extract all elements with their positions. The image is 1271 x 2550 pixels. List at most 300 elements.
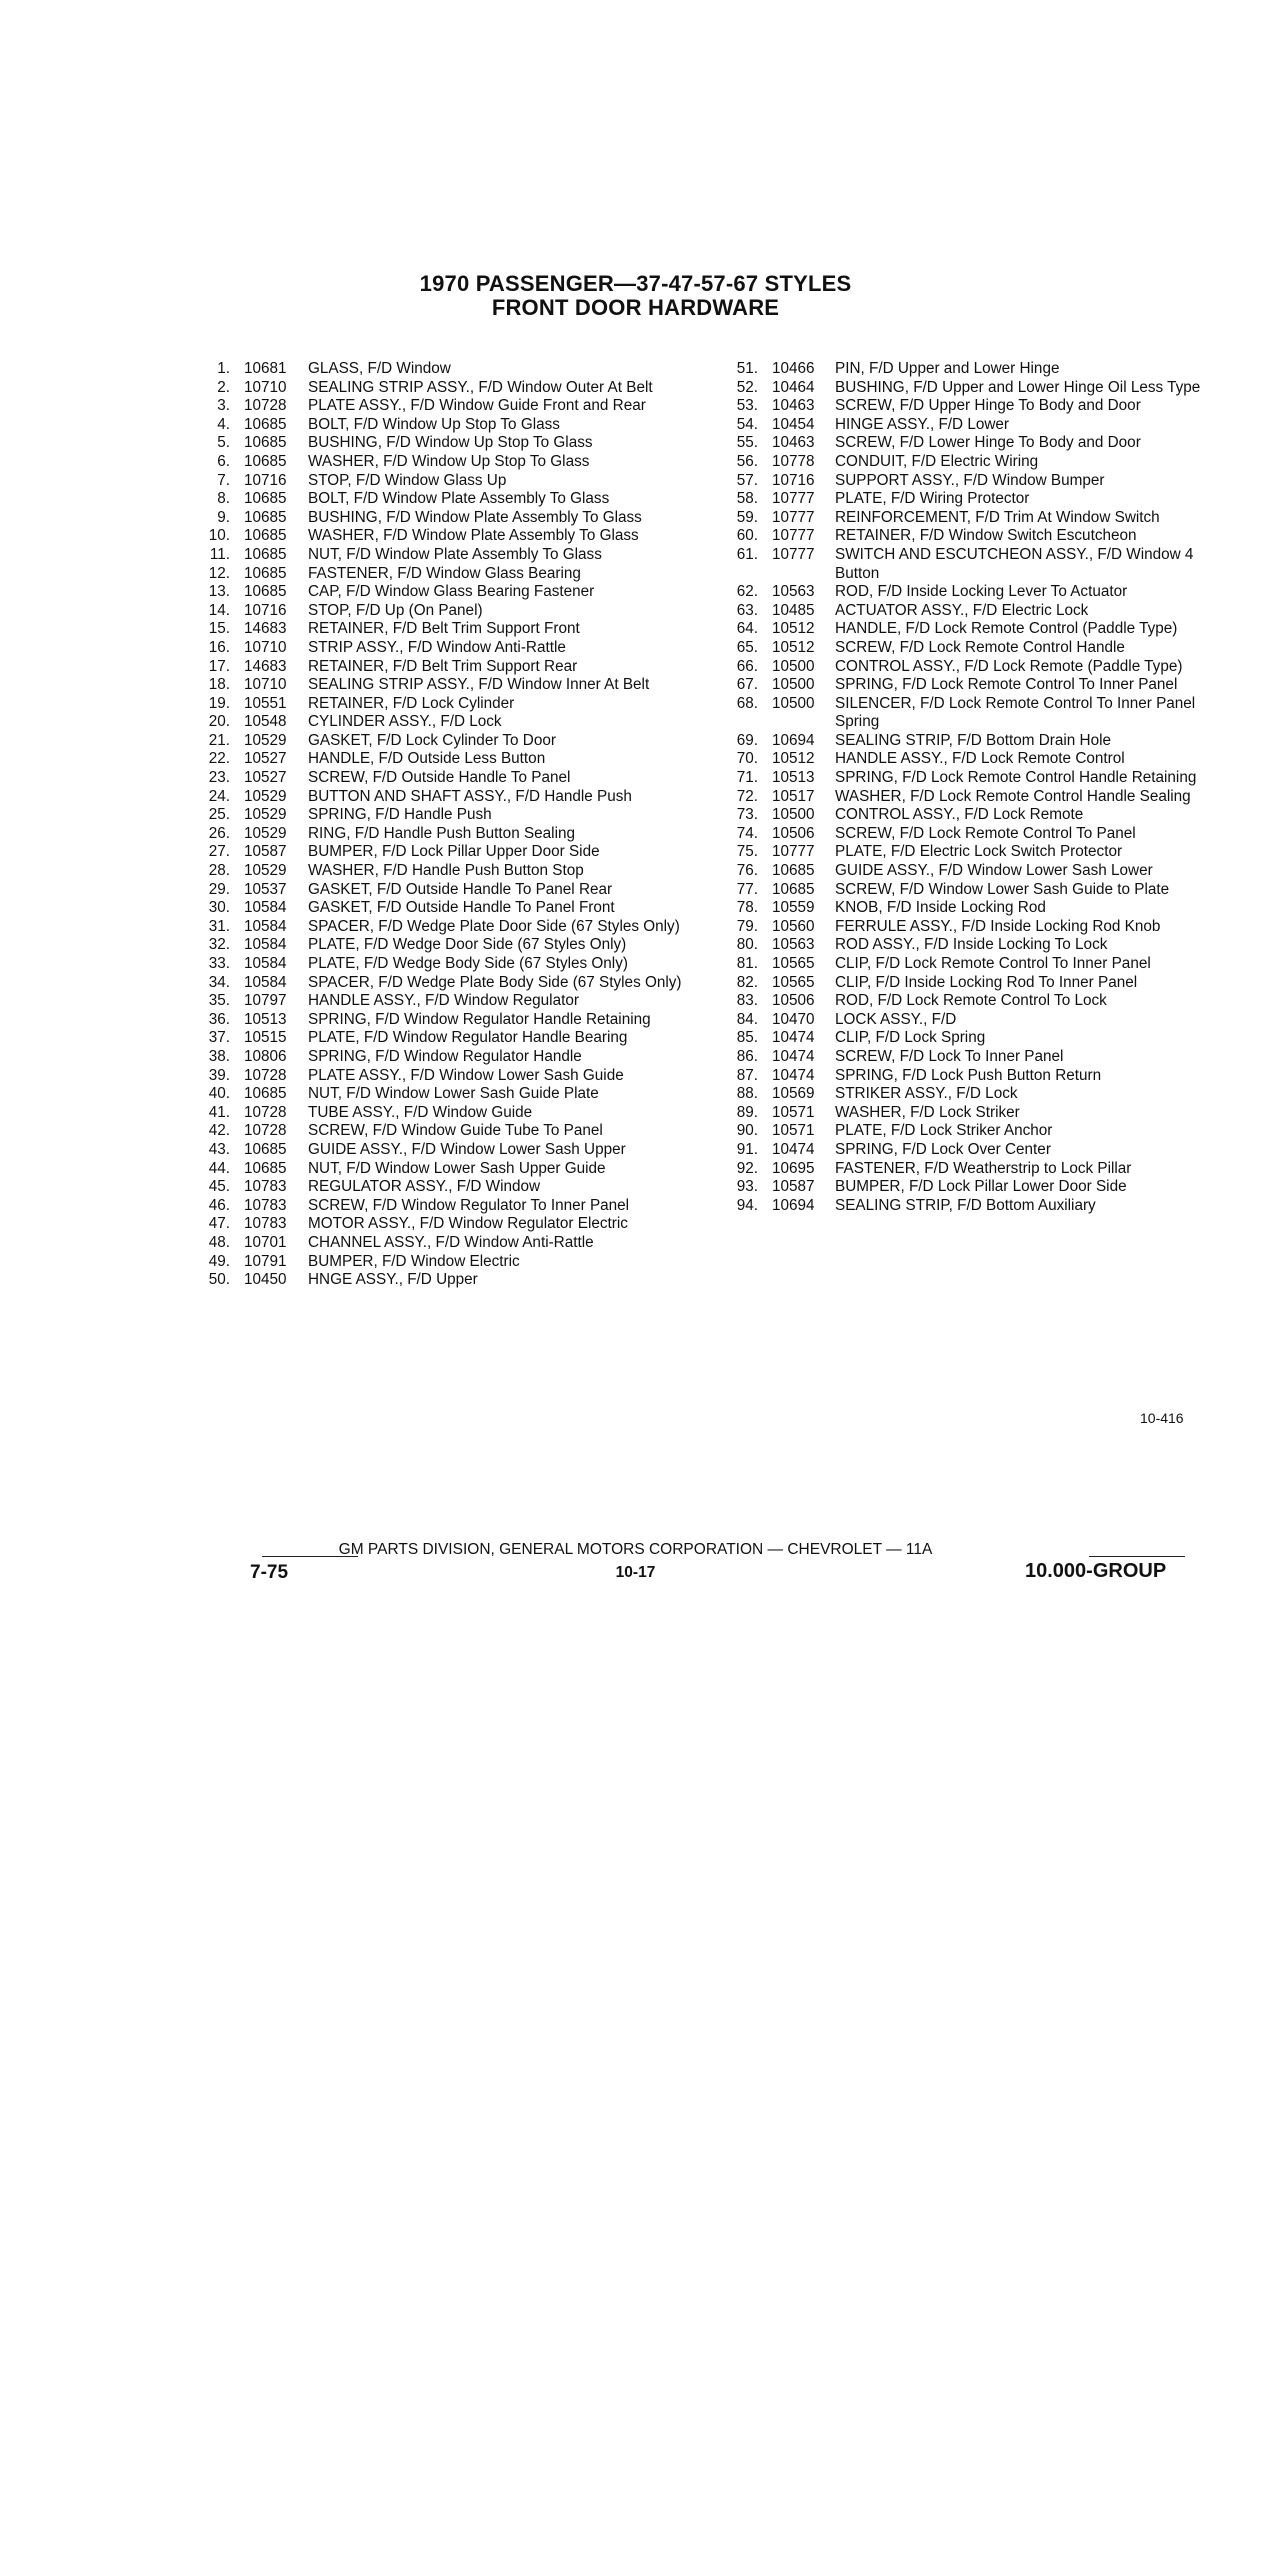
item-number: 69. <box>736 731 758 749</box>
item-description: PLATE, F/D Electric Lock Switch Protector <box>835 843 1123 861</box>
item-number: 34. <box>208 973 230 991</box>
item-number: 44. <box>208 1159 230 1177</box>
group-number: 14683 <box>244 657 287 675</box>
item-number: 38. <box>208 1047 230 1065</box>
list-item <box>728 769 1224 788</box>
list-item <box>728 918 1224 937</box>
list-item <box>196 1197 696 1216</box>
item-description: CONTROL ASSY., F/D Lock Remote (Paddle Type) <box>835 657 1183 675</box>
list-item <box>196 620 696 639</box>
list-item <box>728 750 1224 769</box>
item-description: WASHER, F/D Lock Striker <box>835 1103 1020 1121</box>
list-item <box>196 1104 696 1123</box>
group-number: 10548 <box>244 713 287 731</box>
item-description: HANDLE, F/D Lock Remote Control (Paddle Type) <box>835 620 1178 638</box>
group-number: 10716 <box>772 471 815 489</box>
group-number: 10474 <box>772 1140 815 1158</box>
list-item <box>728 397 1224 416</box>
item-description: CLIP, F/D Inside Locking Rod To Inner Panel <box>835 973 1138 991</box>
list-item <box>196 695 696 714</box>
group-number: 10685 <box>772 862 815 880</box>
item-description: REINFORCEMENT, F/D Trim At Window Switch <box>835 508 1160 526</box>
group-number: 10463 <box>772 397 815 415</box>
item-number: 80. <box>736 936 758 954</box>
group-number: 10685 <box>244 583 287 601</box>
item-description: REGULATOR ASSY., F/D Window <box>308 1178 541 1196</box>
item-number: 89. <box>736 1103 758 1121</box>
illustration-reference: 10-416 <box>1140 1410 1184 1426</box>
footer-page-number: 10-17 <box>615 1564 656 1581</box>
item-description: GLASS, F/D Window <box>308 360 451 377</box>
item-description: BOLT, F/D Window Up Stop To Glass <box>308 415 560 433</box>
list-item <box>728 1067 1224 1086</box>
list-item <box>728 825 1224 844</box>
list-item <box>196 397 696 416</box>
item-description: STOP, F/D Up (On Panel) <box>308 601 483 619</box>
list-item <box>196 546 696 565</box>
item-description: CONTROL ASSY., F/D Lock Remote <box>835 806 1084 824</box>
group-number: 10559 <box>772 899 815 917</box>
group-number: 10450 <box>244 1271 287 1289</box>
list-item <box>728 843 1224 862</box>
list-item <box>196 825 696 844</box>
list-item <box>196 1141 696 1160</box>
item-number: 6. <box>217 452 230 470</box>
item-number: 67. <box>736 676 758 694</box>
group-number: 10777 <box>772 508 815 526</box>
group-number: 10512 <box>772 750 815 768</box>
item-description: SPRING, F/D Lock Push Button Return <box>835 1066 1102 1084</box>
item-description: HNGE ASSY., F/D Upper <box>308 1271 478 1289</box>
item-number: 16. <box>208 638 230 656</box>
item-description: SWITCH AND ESCUTCHEON ASSY., F/D Window 4 Button <box>835 545 1194 582</box>
item-number: 72. <box>736 787 758 805</box>
list-item <box>196 1234 696 1253</box>
group-number: 10563 <box>772 583 815 601</box>
list-item <box>196 899 696 918</box>
list-item <box>196 769 696 788</box>
group-number: 10513 <box>244 1010 287 1028</box>
item-number: 8. <box>217 490 230 508</box>
item-description: CYLINDER ASSY., F/D Lock <box>308 713 502 731</box>
group-number: 10695 <box>772 1159 815 1177</box>
item-number: 10. <box>208 527 230 545</box>
item-description: WASHER, F/D Window Up Stop To Glass <box>308 452 590 470</box>
list-item <box>728 1048 1224 1067</box>
list-item <box>196 788 696 807</box>
footer-publisher: GM PARTS DIVISION, GENERAL MOTORS CORPORATION — CHEVROLET — 11A <box>338 1541 933 1558</box>
item-description: SCREW, F/D Window Regulator To Inner Panel <box>308 1196 630 1214</box>
list-item <box>196 583 696 602</box>
group-number: 10791 <box>244 1252 287 1270</box>
item-number: 52. <box>736 378 758 396</box>
footer-group: 10.000-GROUP <box>1025 1560 1167 1582</box>
item-description: STRIKER ASSY., F/D Lock <box>835 1085 1018 1103</box>
item-number: 63. <box>736 601 758 619</box>
list-item <box>196 416 696 435</box>
list-item <box>196 639 696 658</box>
item-number: 35. <box>208 992 230 1010</box>
list-item <box>728 1197 1224 1216</box>
item-description: BUMPER, F/D Lock Pillar Lower Door Side <box>835 1178 1127 1196</box>
list-item <box>196 732 696 751</box>
list-item <box>728 360 1224 379</box>
group-number: 10474 <box>772 1029 815 1047</box>
item-description: TUBE ASSY., F/D Window Guide <box>308 1103 533 1121</box>
list-item <box>196 750 696 769</box>
list-item <box>728 1178 1224 1197</box>
item-number: 5. <box>217 434 230 452</box>
list-item <box>196 1271 696 1290</box>
list-item <box>728 1029 1224 1048</box>
item-description: HANDLE, F/D Outside Less Button <box>308 750 546 768</box>
list-item <box>728 695 1224 732</box>
item-number: 82. <box>736 973 758 991</box>
group-number: 10728 <box>244 397 287 415</box>
group-number: 10527 <box>244 769 287 787</box>
item-description: SCREW, F/D Window Guide Tube To Panel <box>308 1122 603 1140</box>
item-number: 75. <box>736 843 758 861</box>
item-number: 40. <box>208 1085 230 1103</box>
item-number: 92. <box>736 1159 758 1177</box>
item-number: 55. <box>736 434 758 452</box>
group-number: 10783 <box>244 1196 287 1214</box>
item-number: 56. <box>736 452 758 470</box>
title-line-1: 1970 PASSENGER—37-47-57-67 STYLES <box>419 271 852 296</box>
item-number: 41. <box>208 1103 230 1121</box>
list-item <box>196 918 696 937</box>
group-number: 10485 <box>772 601 815 619</box>
item-number: 42. <box>208 1122 230 1140</box>
item-number: 77. <box>736 880 758 898</box>
group-number: 10716 <box>244 601 287 619</box>
group-number: 10474 <box>772 1047 815 1065</box>
item-number: 61. <box>736 545 758 563</box>
group-number: 10571 <box>772 1122 815 1140</box>
group-number: 10506 <box>772 824 815 842</box>
group-number: 10537 <box>244 880 287 898</box>
item-number: 9. <box>217 508 230 526</box>
group-number: 10529 <box>244 806 287 824</box>
list-item <box>196 565 696 584</box>
page-title <box>0 272 1271 320</box>
item-description: BUSHING, F/D Window Plate Assembly To Glass <box>308 508 642 526</box>
item-number: 30. <box>208 899 230 917</box>
group-number: 10512 <box>772 620 815 638</box>
item-number: 48. <box>208 1233 230 1251</box>
item-description: SPRING, F/D Lock Remote Control To Inner Panel <box>835 676 1178 694</box>
item-number: 64. <box>736 620 758 638</box>
list-item <box>196 1215 696 1234</box>
group-number: 10778 <box>772 452 815 470</box>
item-description: BUMPER, F/D Lock Pillar Upper Door Side <box>308 843 600 861</box>
item-number: 91. <box>736 1140 758 1158</box>
list-item <box>196 713 696 732</box>
item-description: BUSHING, F/D Window Up Stop To Glass <box>308 434 593 452</box>
list-item <box>196 527 696 546</box>
group-number: 10685 <box>244 1140 287 1158</box>
item-number: 78. <box>736 899 758 917</box>
list-item <box>728 1104 1224 1123</box>
item-description: GASKET, F/D Outside Handle To Panel Rear <box>308 880 613 898</box>
list-item <box>728 974 1224 993</box>
item-number: 53. <box>736 397 758 415</box>
group-number: 10587 <box>244 843 287 861</box>
item-number: 17. <box>208 657 230 675</box>
item-number: 90. <box>736 1122 758 1140</box>
list-item <box>196 843 696 862</box>
item-number: 24. <box>208 787 230 805</box>
list-item <box>728 527 1224 546</box>
item-description: WASHER, F/D Lock Remote Control Handle Sealing <box>835 787 1191 805</box>
list-item <box>196 936 696 955</box>
group-number: 10685 <box>244 452 287 470</box>
list-item <box>196 862 696 881</box>
group-number: 10694 <box>772 731 815 749</box>
item-number: 68. <box>736 694 758 712</box>
item-description: SPRING, F/D Lock Over Center <box>835 1140 1051 1158</box>
list-item <box>728 583 1224 602</box>
item-description: PLATE ASSY., F/D Window Guide Front and Rear <box>308 397 646 415</box>
list-item <box>728 806 1224 825</box>
item-description: SCREW, F/D Lower Hinge To Body and Door <box>835 434 1141 452</box>
item-description: CHANNEL ASSY., F/D Window Anti-Rattle <box>308 1233 594 1251</box>
item-description: ROD, F/D Lock Remote Control To Lock <box>835 992 1107 1010</box>
item-description: SPRING, F/D Handle Push <box>308 806 492 824</box>
item-description: PLATE, F/D Wedge Door Side (67 Styles Only) <box>308 936 627 954</box>
item-description: SCREW, F/D Lock Remote Control To Panel <box>835 824 1136 842</box>
parts-list-left <box>196 360 696 1290</box>
item-number: 74. <box>736 824 758 842</box>
item-number: 50. <box>208 1271 230 1289</box>
item-description: SPRING, F/D Window Regulator Handle Retaining <box>308 1010 651 1028</box>
group-number: 10584 <box>244 917 287 935</box>
list-item <box>728 639 1224 658</box>
item-number: 28. <box>208 862 230 880</box>
list-item <box>196 881 696 900</box>
group-number: 10777 <box>772 490 815 508</box>
list-item <box>196 1011 696 1030</box>
group-number: 10529 <box>244 862 287 880</box>
footer-date: 7-75 <box>250 1562 289 1583</box>
group-number: 10569 <box>772 1085 815 1103</box>
list-item <box>196 453 696 472</box>
item-number: 27. <box>208 843 230 861</box>
title-line-2: FRONT DOOR HARDWARE <box>491 295 780 320</box>
group-number: 10701 <box>244 1233 287 1251</box>
item-description: BOLT, F/D Window Plate Assembly To Glass <box>308 490 610 508</box>
group-number: 10506 <box>772 992 815 1010</box>
group-number: 10806 <box>244 1047 287 1065</box>
list-item <box>728 1141 1224 1160</box>
list-item <box>196 1029 696 1048</box>
item-number: 21. <box>208 731 230 749</box>
list-item <box>196 1122 696 1141</box>
item-description: SILENCER, F/D Lock Remote Control To Inner Panel Spring <box>835 694 1196 731</box>
item-description: SCREW, F/D Lock To Inner Panel <box>835 1047 1064 1065</box>
list-item <box>728 788 1224 807</box>
item-number: 83. <box>736 992 758 1010</box>
group-number: 10584 <box>244 973 287 991</box>
item-description: SUPPORT ASSY., F/D Window Bumper <box>835 471 1105 489</box>
list-item <box>728 620 1224 639</box>
list-item <box>728 992 1224 1011</box>
group-number: 10474 <box>772 1066 815 1084</box>
item-description: WASHER, F/D Handle Push Button Stop <box>308 862 584 880</box>
item-number: 71. <box>736 769 758 787</box>
group-number: 10463 <box>772 434 815 452</box>
item-number: 73. <box>736 806 758 824</box>
list-item <box>728 732 1224 751</box>
item-description: CONDUIT, F/D Electric Wiring <box>835 452 1039 470</box>
item-description: GASKET, F/D Outside Handle To Panel Front <box>308 899 615 917</box>
group-number: 10560 <box>772 917 815 935</box>
list-item <box>196 1067 696 1086</box>
list-item <box>728 1085 1224 1104</box>
item-description: CLIP, F/D Lock Remote Control To Inner Panel <box>835 955 1151 972</box>
item-description: PLATE, F/D Window Regulator Handle Bearing <box>308 1029 628 1047</box>
group-number: 10584 <box>244 955 287 972</box>
group-number: 10710 <box>244 676 287 694</box>
list-item <box>728 1122 1224 1141</box>
item-number: 85. <box>736 1029 758 1047</box>
item-description: SCREW, F/D Lock Remote Control Handle <box>835 638 1125 656</box>
list-item <box>728 899 1224 918</box>
item-description: RETAINER, F/D Belt Trim Support Front <box>308 620 580 638</box>
group-number: 10500 <box>772 676 815 694</box>
item-description: RETAINER, F/D Lock Cylinder <box>308 694 515 712</box>
item-number: 2. <box>217 378 230 396</box>
item-description: NUT, F/D Window Plate Assembly To Glass <box>308 545 602 563</box>
item-number: 47. <box>208 1215 230 1233</box>
group-number: 10529 <box>244 731 287 749</box>
item-description: FERRULE ASSY., F/D Inside Locking Rod Knob <box>835 917 1161 935</box>
item-description: FASTENER, F/D Weatherstrip to Lock Pillar <box>835 1159 1132 1177</box>
item-description: PLATE, F/D Wiring Protector <box>835 490 1030 508</box>
item-description: STOP, F/D Window Glass Up <box>308 471 507 489</box>
item-number: 39. <box>208 1066 230 1084</box>
item-description: SCREW, F/D Outside Handle To Panel <box>308 769 571 787</box>
item-number: 88. <box>736 1085 758 1103</box>
group-number: 10685 <box>244 434 287 452</box>
item-description: MOTOR ASSY., F/D Window Regulator Electric <box>308 1215 628 1233</box>
item-description: SPRING, F/D Window Regulator Handle <box>308 1047 582 1065</box>
item-description: LOCK ASSY., F/D <box>835 1010 957 1028</box>
item-description: SPACER, F/D Wedge Plate Body Side (67 Styles Only) <box>308 973 682 991</box>
item-description: SEALING STRIP, F/D Bottom Auxiliary <box>835 1196 1096 1214</box>
item-number: 66. <box>736 657 758 675</box>
group-number: 10783 <box>244 1215 287 1233</box>
list-item <box>196 658 696 677</box>
group-number: 10529 <box>244 824 287 842</box>
list-item <box>196 992 696 1011</box>
item-description: SEALING STRIP, F/D Bottom Drain Hole <box>835 731 1112 749</box>
item-number: 79. <box>736 917 758 935</box>
item-number: 87. <box>736 1066 758 1084</box>
item-description: PIN, F/D Upper and Lower Hinge <box>835 360 1060 377</box>
item-number: 3. <box>217 397 230 415</box>
group-number: 10710 <box>244 638 287 656</box>
item-number: 37. <box>208 1029 230 1047</box>
list-item <box>196 806 696 825</box>
item-number: 14. <box>208 601 230 619</box>
item-number: 33. <box>208 955 230 972</box>
item-number: 4. <box>217 415 230 433</box>
item-number: 15. <box>208 620 230 638</box>
item-number: 70. <box>736 750 758 768</box>
group-number: 10685 <box>244 564 287 582</box>
item-number: 49. <box>208 1252 230 1270</box>
item-description: PLATE, F/D Wedge Body Side (67 Styles Only) <box>308 955 628 972</box>
group-number: 10563 <box>772 936 815 954</box>
group-number: 10551 <box>244 694 287 712</box>
item-number: 43. <box>208 1140 230 1158</box>
group-number: 10685 <box>244 527 287 545</box>
group-number: 10565 <box>772 973 815 991</box>
group-number: 10571 <box>772 1103 815 1121</box>
item-description: RETAINER, F/D Window Switch Escutcheon <box>835 527 1137 545</box>
item-description: SCREW, F/D Window Lower Sash Guide to Plate <box>835 880 1170 898</box>
item-description: NUT, F/D Window Lower Sash Upper Guide <box>308 1159 606 1177</box>
item-number: 45. <box>208 1178 230 1196</box>
group-number: 10685 <box>244 415 287 433</box>
list-item <box>196 1085 696 1104</box>
item-description: GUIDE ASSY., F/D Window Lower Sash Upper <box>308 1140 626 1158</box>
item-number: 51. <box>736 360 758 377</box>
item-number: 32. <box>208 936 230 954</box>
item-number: 31. <box>208 917 230 935</box>
group-number: 10685 <box>244 508 287 526</box>
item-description: ROD ASSY., F/D Inside Locking To Lock <box>835 936 1108 954</box>
item-number: 7. <box>217 471 230 489</box>
group-number: 10500 <box>772 694 815 712</box>
item-number: 11. <box>209 545 230 563</box>
group-number: 10513 <box>772 769 815 787</box>
list-item <box>728 546 1224 583</box>
group-number: 10777 <box>772 843 815 861</box>
item-number: 23. <box>208 769 230 787</box>
group-number: 10565 <box>772 955 815 972</box>
group-number: 10728 <box>244 1066 287 1084</box>
group-number: 10500 <box>772 657 815 675</box>
group-number: 10512 <box>772 638 815 656</box>
item-number: 94. <box>736 1196 758 1214</box>
list-item <box>728 1011 1224 1030</box>
item-description: BUMPER, F/D Window Electric <box>308 1252 520 1270</box>
list-item <box>196 1178 696 1197</box>
parts-list-right <box>728 360 1224 1215</box>
group-number: 10454 <box>772 415 815 433</box>
item-description: SPACER, F/D Wedge Plate Door Side (67 Styles Only) <box>308 917 680 935</box>
group-number: 10527 <box>244 750 287 768</box>
group-number: 10797 <box>244 992 287 1010</box>
item-number: 81. <box>736 955 758 972</box>
group-number: 10517 <box>772 787 815 805</box>
list-item <box>728 881 1224 900</box>
list-item <box>196 602 696 621</box>
item-description: FASTENER, F/D Window Glass Bearing <box>308 564 581 582</box>
list-item <box>728 434 1224 453</box>
item-description: WASHER, F/D Window Plate Assembly To Glass <box>308 527 639 545</box>
item-number: 12. <box>208 564 230 582</box>
list-item <box>196 974 696 993</box>
item-number: 76. <box>736 862 758 880</box>
group-number: 10685 <box>772 880 815 898</box>
list-item <box>728 658 1224 677</box>
list-item <box>196 1253 696 1272</box>
item-description: RING, F/D Handle Push Button Sealing <box>308 824 575 842</box>
item-number: 93. <box>736 1178 758 1196</box>
